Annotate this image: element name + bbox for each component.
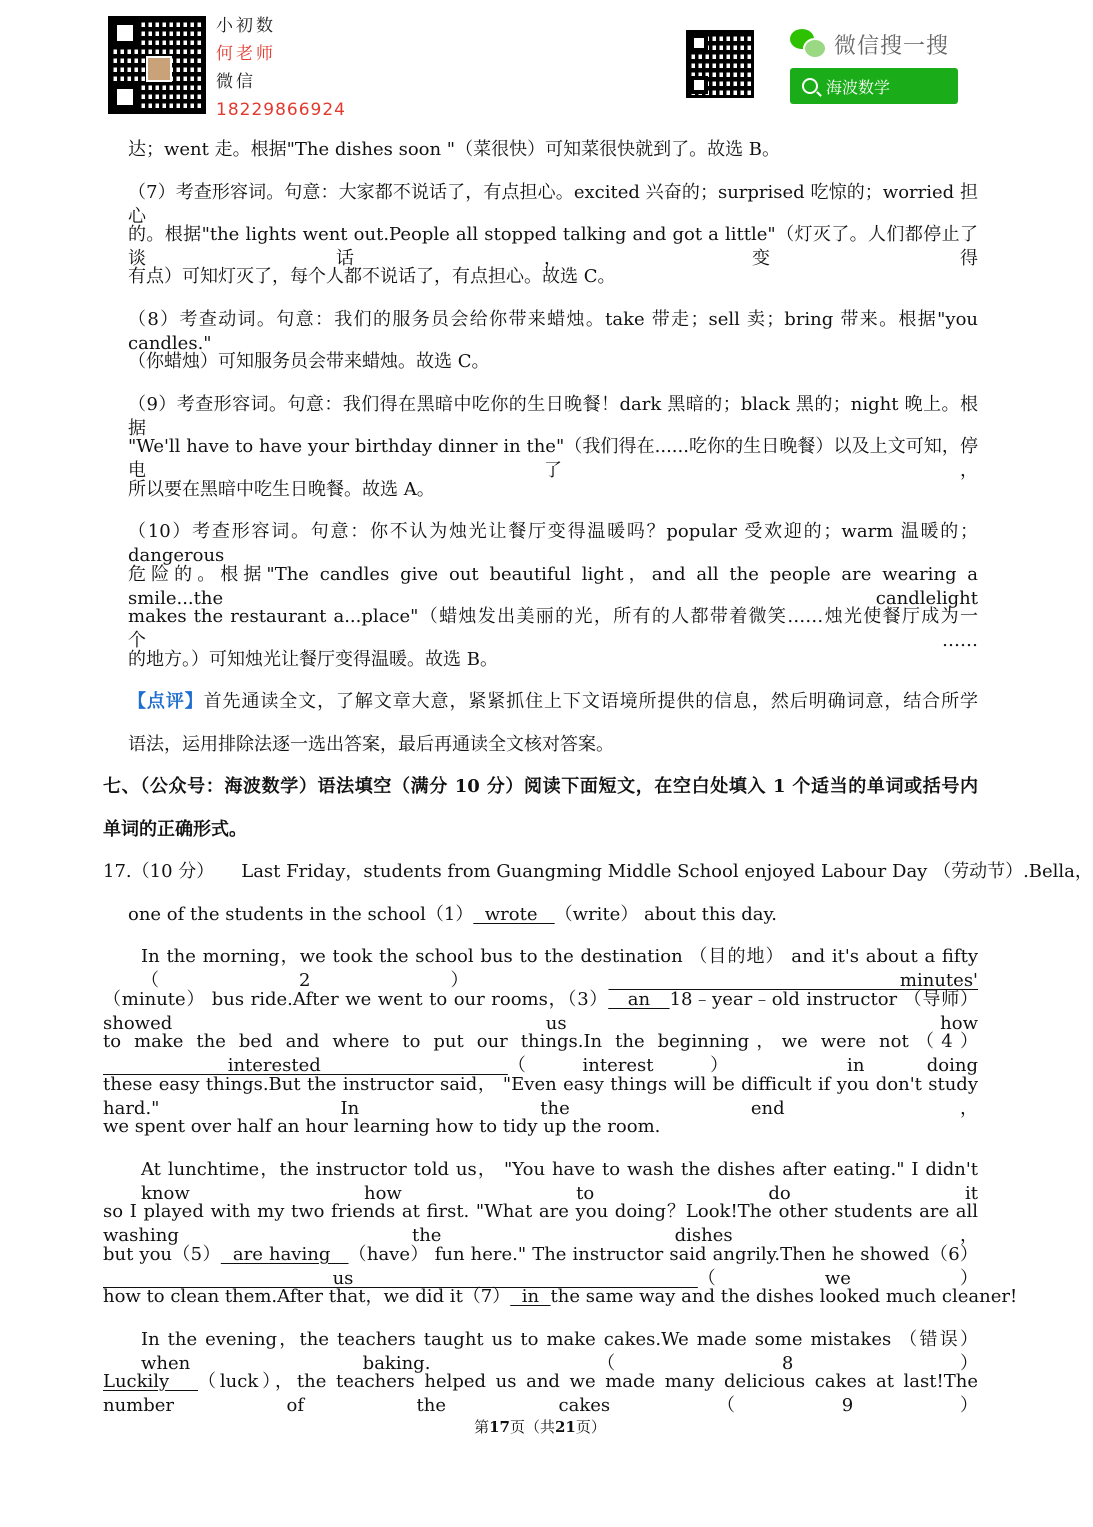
wechat-search-banner [790, 26, 965, 104]
question-line: these easy things.But the instructor said， "Even easy things will be difficult if you don't study hard." In the end， [103, 1074, 978, 1119]
answer-blank: interested [103, 1055, 508, 1076]
section-heading: 单词的正确形式。 [103, 819, 247, 840]
comment-line: 语法，运用排除法逐一选出答案，最后再通读全文核对答案。 [128, 734, 614, 755]
qr-code-wechat [686, 30, 754, 98]
answer-blank: in [510, 1286, 551, 1307]
handwriting-line: 何老师 [216, 44, 276, 64]
text-line: 达；went 走。根据"The dishes soon "（菜很快）可知菜很快就到了。故选 B。 [128, 139, 781, 160]
text-line: 所以要在黑暗中吃生日晚餐。故选 A。 [128, 479, 435, 500]
text-line: （8）考查动词。句意：我们的服务员会给你带来蜡烛。take 带走；sell 卖；bring 带来。根据"you candles." [128, 309, 978, 354]
answer-blank: minutes' [608, 970, 979, 991]
text-line: （你蜡烛）可知服务员会带来蜡烛。故选 C。 [128, 351, 490, 372]
text-line: （10）考查形容词。句意：你不认为烛光让餐厅变得温暖吗？popular 受欢迎的；warm 温暖的；dangerous [128, 521, 978, 566]
text-line: （7）考查形容词。句意：大家都不说话了，有点担心。excited 兴奋的；surprised 吃惊的；worried 担心 [128, 182, 978, 227]
phone-number: 18229866924 [216, 100, 346, 120]
section-heading: 七、（公众号：海波数学）语法填空（满分 10 分）阅读下面短文，在空白处填入 1 个适当的单词或括号内 [103, 776, 978, 797]
page-number: 17 [489, 1418, 510, 1436]
wechat-search-label: 海波数学 [826, 77, 891, 97]
wechat-icon [790, 29, 826, 59]
text-line: 的地方。）可知烛光让餐厅变得温暖。故选 B。 [128, 649, 498, 670]
question-line: （minute） bus ride.After we went to our rooms，（3） an 18﹣year﹣old instructor （导师） showed us how [103, 989, 979, 1034]
text-line: 有点）可知灯灭了，每个人都不说话了，有点担心。故选 C。 [128, 266, 616, 287]
comment-tag: 【点评】 [128, 691, 204, 712]
page-footer: 第17页（共21页） [474, 1418, 606, 1436]
text-line: （9）考查形容词。句意：我们得在黑暗中吃你的生日晚餐！dark 黑暗的；black 黑的；night 晚上。根据 [128, 394, 978, 439]
question-line: we spent over half an hour learning how to tidy up the room. [103, 1116, 661, 1137]
comment-text: 首先通读全文，了解文章大意，紧紧抓住上下文语境所提供的信息，然后明确词意，结合所学 [203, 691, 978, 712]
question-line: one of the students in the school（1） wrote （write） about this day. [128, 904, 777, 925]
avatar [146, 56, 172, 82]
question-line: so I played with my two friends at first. "What are you doing？Look!The other students are all washing the dishes， [103, 1201, 978, 1246]
question-line: to make the bed and where to put our things.In the beginning，we were not（4） interested （interest） in doing [103, 1031, 978, 1076]
answer-blank: an [608, 989, 670, 1010]
comment-line [128, 690, 978, 714]
answer-blank: are having [220, 1244, 349, 1265]
teacher-contact [216, 12, 346, 124]
text-line: "We'll have to have your birthday dinner in the"（我们得在......吃你的生日晚餐）以及上文可知，停电了， [128, 436, 978, 481]
question-line: In the evening，the teachers taught us to make cakes.We made some mistakes （错误） when baking.（8） [141, 1329, 978, 1374]
answer-blank: us [103, 1268, 698, 1289]
text-line: makes the restaurant a...place"（蜡烛发出美丽的光，所有的人都带着微笑……烛光使餐厅成为一个…… [128, 606, 978, 651]
wechat-title: 微信搜一搜 [834, 33, 950, 59]
qr-code-teacher [108, 16, 206, 114]
page-total: 21 [555, 1418, 576, 1436]
question-line: 17.（10 分） Last Friday，students from Guangming Middle School enjoyed Labour Day （劳动节）.Bella， [103, 861, 1093, 882]
wechat-search-button[interactable] [790, 68, 958, 104]
question-line: but you（5） are having （have） fun here." The instructor said angrily.Then he showed（6） us （we） [103, 1244, 979, 1289]
question-line: In the morning，we took the school bus to the destination （目的地） and it's about a fifty（2） minutes' [141, 946, 979, 991]
search-icon [802, 78, 818, 94]
handwriting-line: 微信 [216, 72, 256, 92]
text-line: 危险的。根据"The candles give out beautiful light，and all the people are wearing a smile...the candlelight [128, 564, 978, 609]
handwriting-line: 小初数 [216, 16, 276, 36]
text-line: 的。根据"the lights went out.People all stopped talking and got a little"（灯灭了。人们都停止了谈话，变得 [128, 224, 978, 269]
answer-blank: wrote [473, 904, 555, 925]
question-line: Luckily （luck），the teachers helped us and we made many delicious cakes at last!The number of the cakes（9） [103, 1371, 978, 1416]
answer-blank: Luckily [103, 1371, 199, 1392]
question-line: how to clean them.After that，we did it（7） in the same way and the dishes looked much cleaner! [103, 1286, 1018, 1307]
question-line: At lunchtime，the instructor told us， "You have to wash the dishes after eating." I didn't know how to do it [141, 1159, 978, 1204]
